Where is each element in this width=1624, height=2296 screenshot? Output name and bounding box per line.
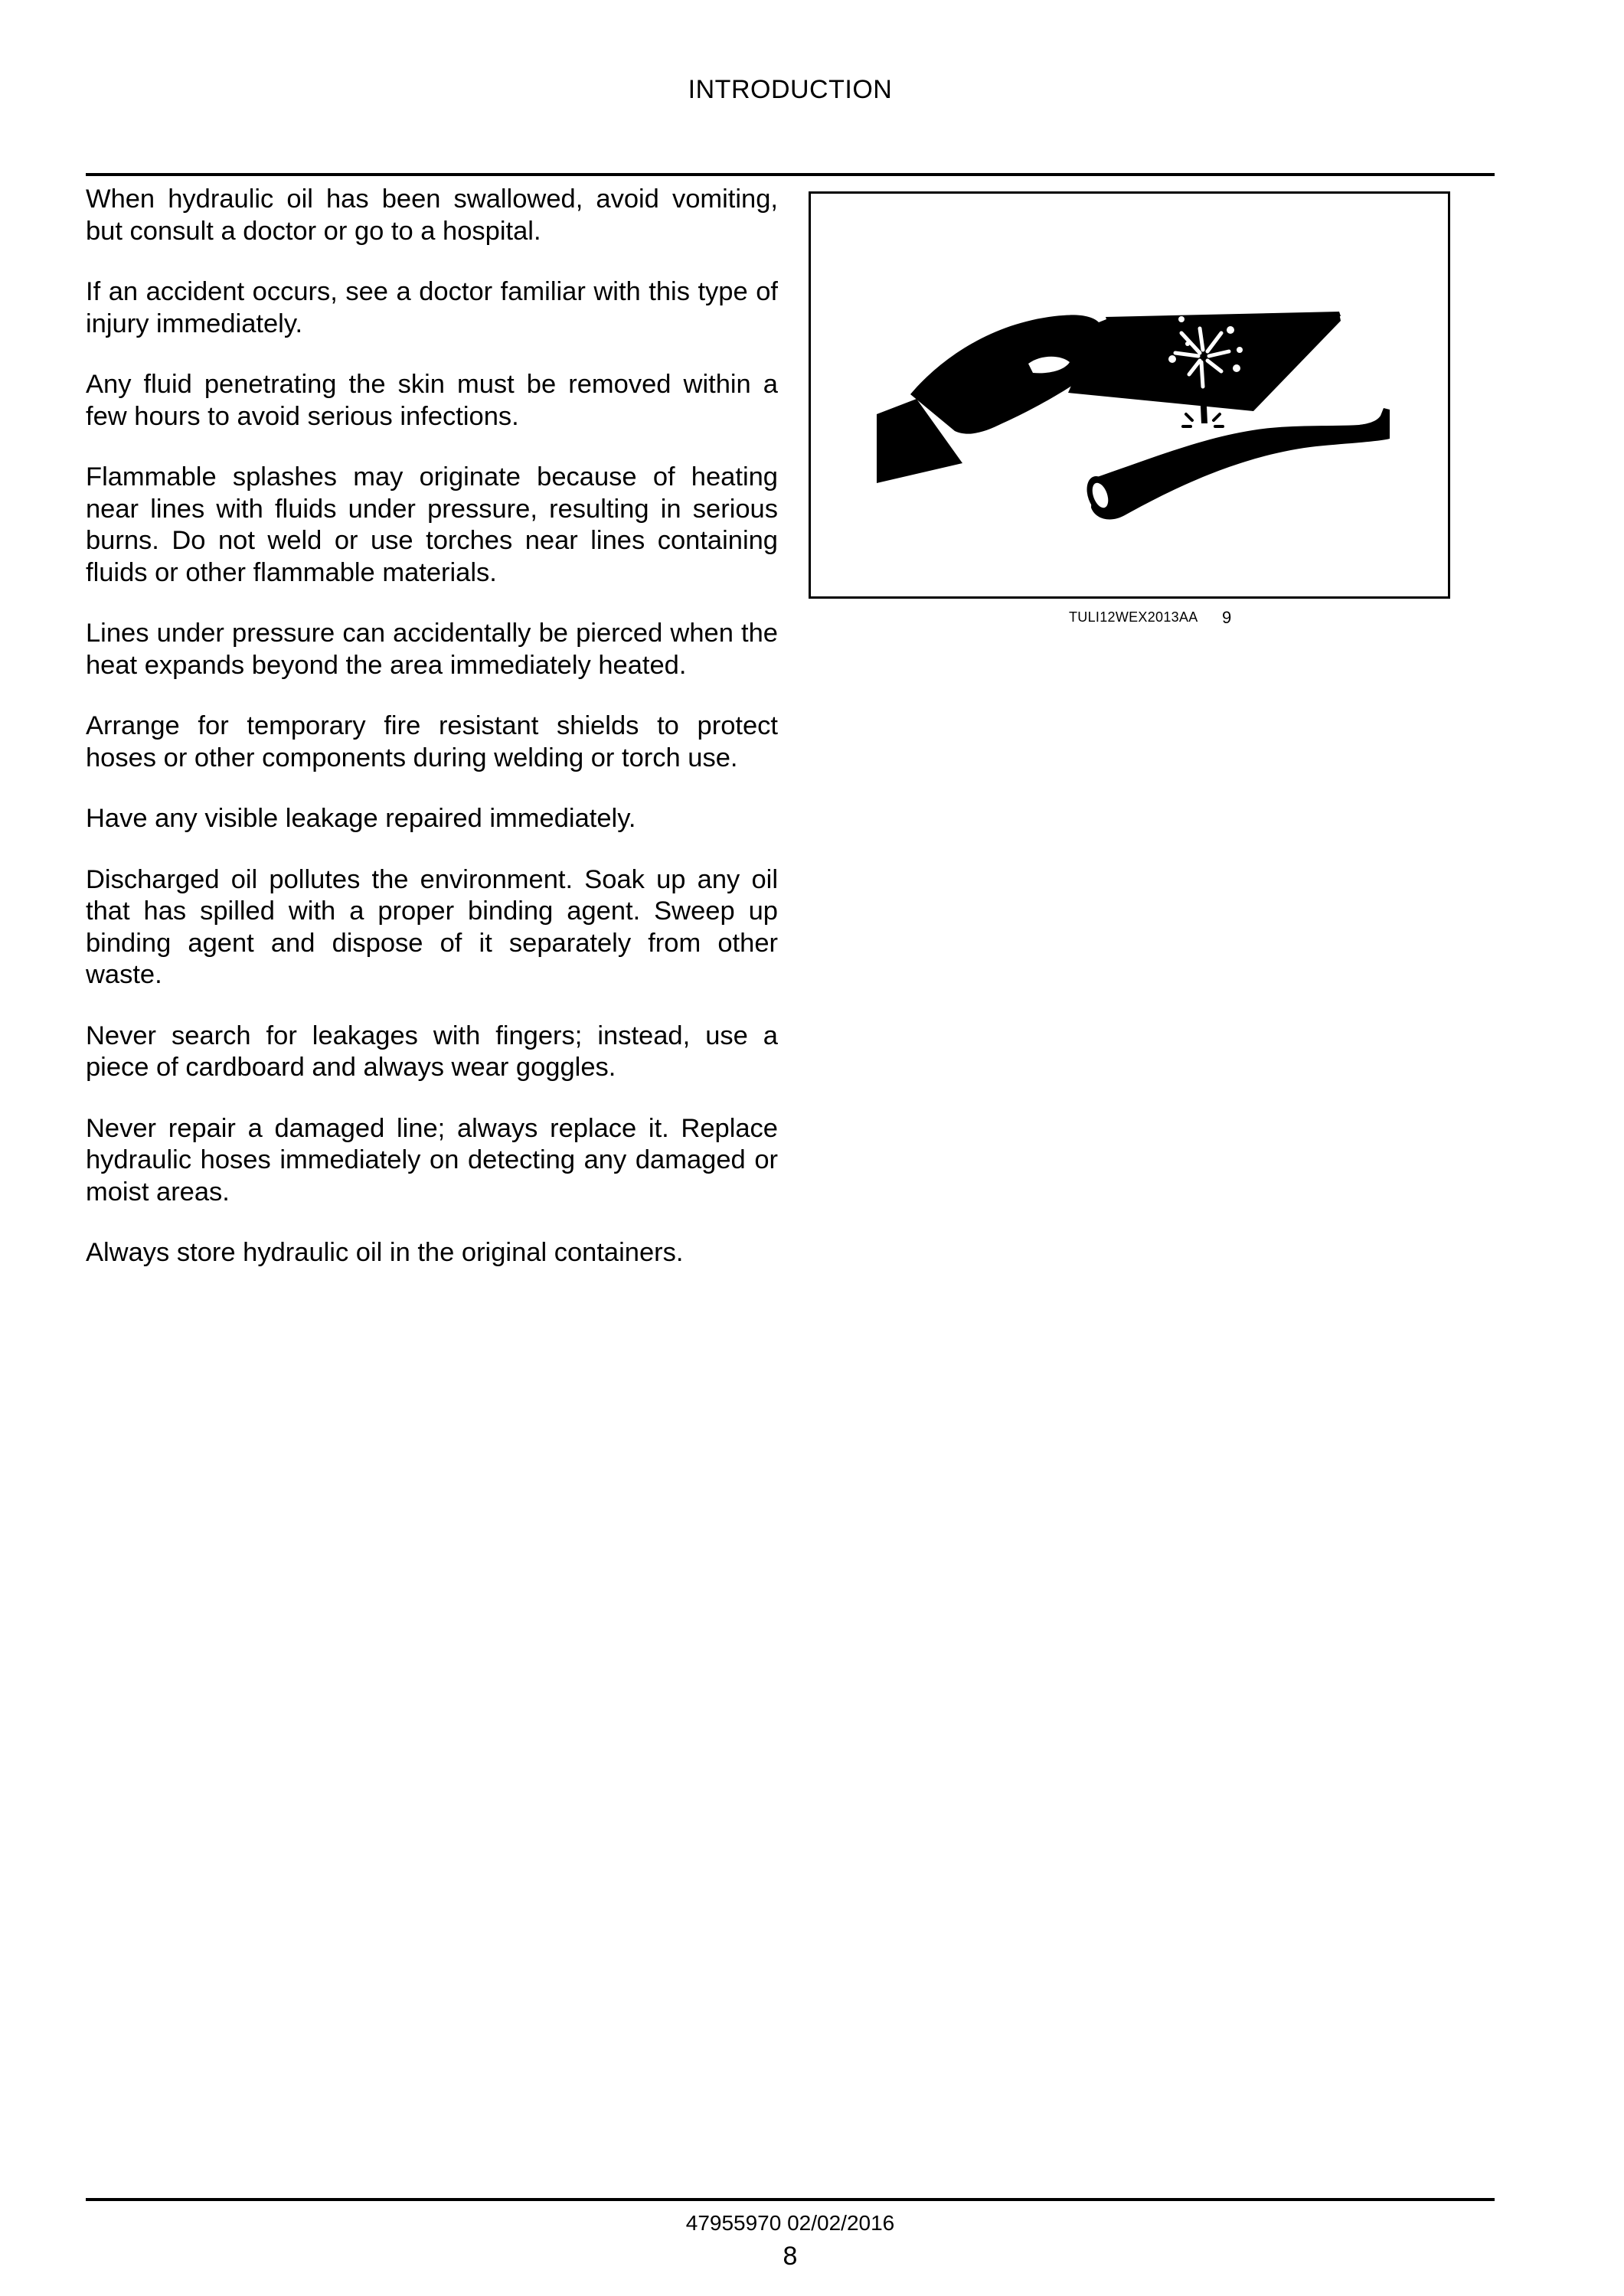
paragraph-store-oil: Always store hydraulic oil in the original containers. — [86, 1238, 684, 1267]
paragraph-repair-line: Never repair a damaged line; always replace it. Replace hydraulic hoses immediately on detecting any damaged or moist areas. — [86, 1113, 778, 1207]
paragraph-discharged-oil: Discharged oil pollutes the environment. Soak up any oil that has spilled with a proper binding agent. Sweep up binding agent and dispose of it separately from other waste. — [86, 864, 778, 989]
paragraph-fire-shields: Arrange for temporary fire resistant shields to protect hoses or other components during welding or torch use. — [86, 711, 778, 772]
paragraph-visible-leakage: Have any visible leakage repaired immediately. — [86, 804, 636, 833]
footer-page-number: 8 — [783, 2242, 798, 2271]
figure-caption-code: TULI12WEX2013AA — [1069, 609, 1198, 625]
paragraph-search-leakages: Never search for leakages with fingers; instead, use a piece of cardboard and always wear goggles. — [86, 1021, 778, 1082]
footer-document-id: 47955970 02/02/2016 — [685, 2211, 895, 2235]
paragraph-fluid-penetration: Any fluid penetrating the skin must be removed within a few hours to avoid serious infections. — [86, 370, 778, 431]
header-divider — [86, 173, 1495, 176]
safety-illustration-frame — [809, 191, 1450, 599]
paragraph-swallowed-oil: When hydraulic oil has been swallowed, avoid vomiting, but consult a doctor or go to a hospital. — [86, 185, 778, 246]
paragraph-flammable-splashes: Flammable splashes may originate because of heating near lines with fluids under pressure, resulting in serious burns. Do not weld or use torches near lines containing fluids or other flammable materials. — [86, 462, 778, 587]
figure-number: 9 — [1222, 608, 1232, 627]
body-text-column — [86, 184, 778, 1298]
footer-divider — [86, 2198, 1495, 2201]
page-header-title: INTRODUCTION — [688, 75, 893, 104]
paragraph-accident: If an accident occurs, see a doctor familiar with this type of injury immediately. — [86, 277, 778, 338]
paragraph-lines-pierced: Lines under pressure can accidentally be pierced when the heat expands beyond the area immediately heated. — [86, 619, 778, 680]
hand-cardboard-leak-icon — [811, 194, 1448, 596]
